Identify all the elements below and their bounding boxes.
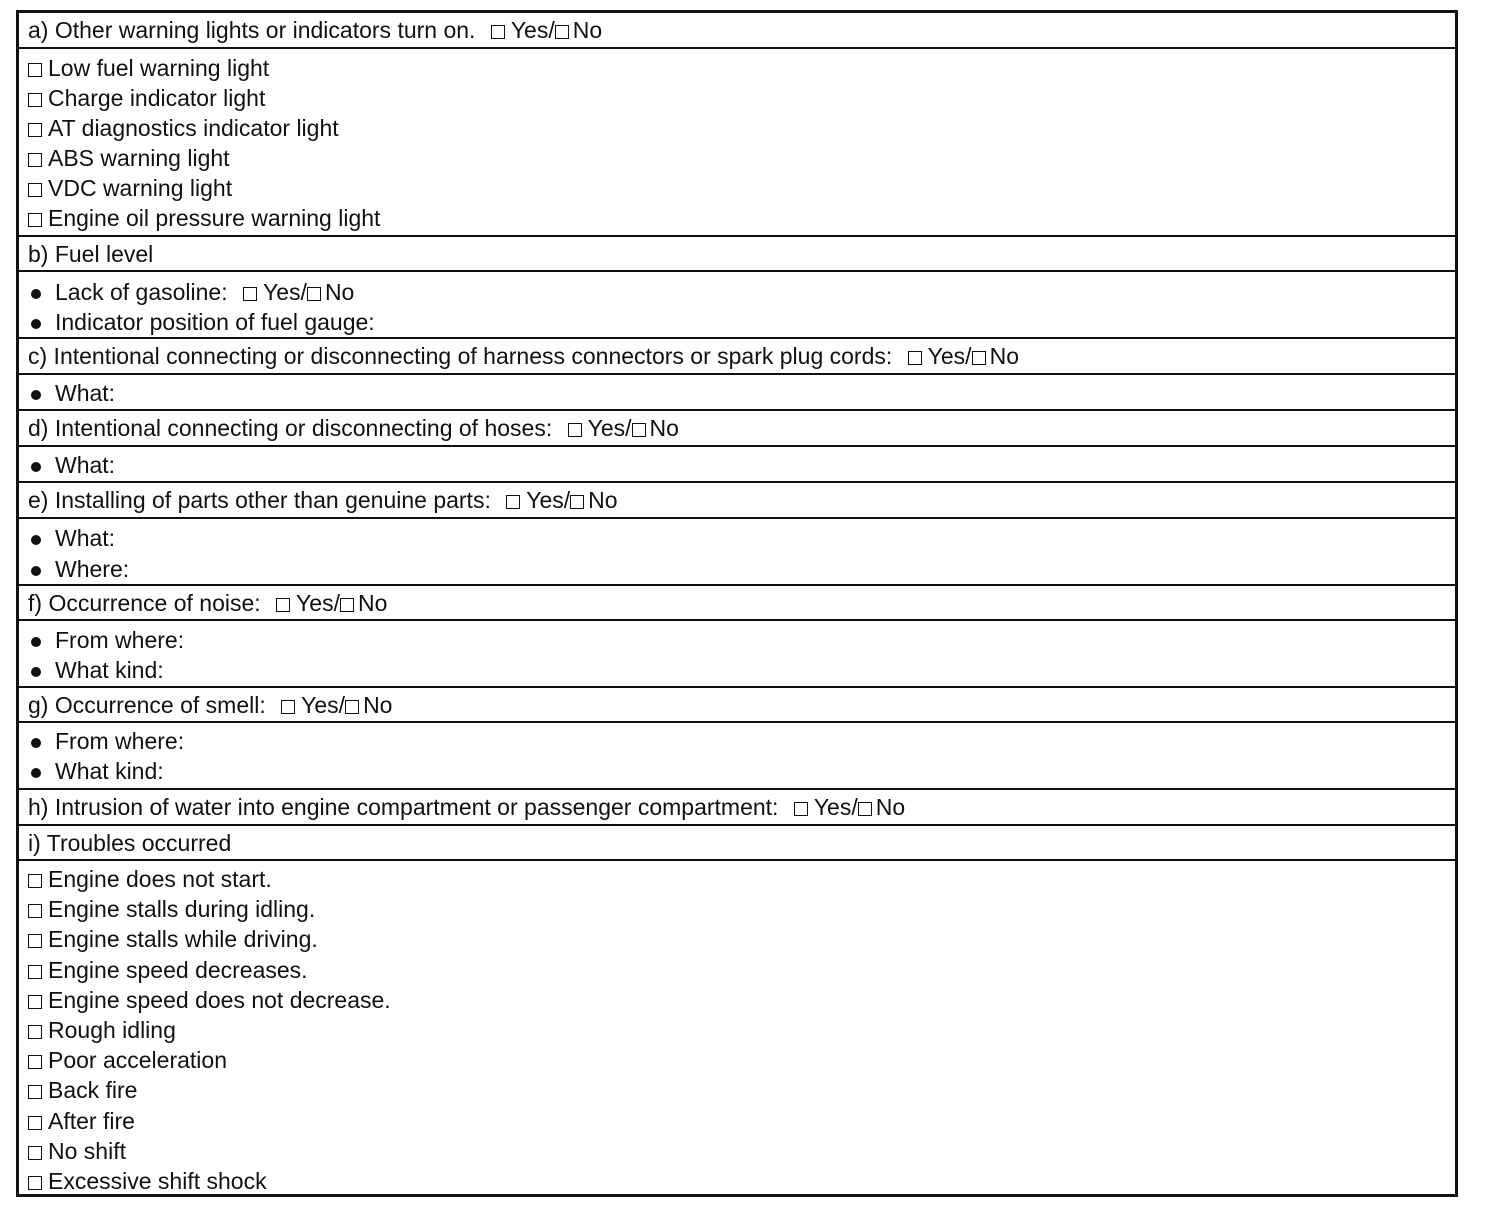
section-b-heading: b) Fuel level	[28, 241, 154, 267]
checkbox[interactable]	[28, 934, 42, 948]
section-f-heading: f) Occurrence of noise:	[28, 590, 261, 616]
section-g-body	[19, 723, 1455, 790]
no-checkbox[interactable]	[570, 495, 584, 509]
bullet-icon	[31, 637, 41, 647]
trouble-item: Rough idling	[48, 1017, 176, 1043]
what-kind-label: What kind:	[55, 758, 164, 784]
no-label: No	[588, 487, 618, 513]
checkbox[interactable]	[28, 965, 42, 979]
yes-label: Yes/	[587, 415, 632, 441]
section-d-header	[19, 411, 1455, 447]
bullet-icon	[31, 768, 41, 778]
section-h-header	[19, 790, 1455, 826]
section-g-header	[19, 688, 1455, 723]
yes-label: Yes/	[301, 692, 346, 718]
section-c-body	[19, 375, 1455, 411]
bullet-icon	[31, 289, 41, 299]
bullet-icon	[31, 667, 41, 677]
section-d-body	[19, 447, 1455, 483]
no-checkbox[interactable]	[345, 700, 359, 714]
yes-label: Yes/	[927, 343, 972, 369]
yes-checkbox[interactable]	[908, 351, 922, 365]
no-label: No	[875, 794, 906, 820]
section-a-body	[19, 49, 1455, 237]
trouble-item: Excessive shift shock	[48, 1168, 267, 1194]
trouble-item: Engine stalls while driving.	[48, 926, 318, 952]
checkbox[interactable]	[28, 874, 42, 888]
section-g-heading: g) Occurrence of smell:	[28, 692, 266, 718]
warning-light-item: VDC warning light	[48, 175, 233, 201]
checkbox[interactable]	[28, 153, 42, 167]
trouble-item: Poor acceleration	[48, 1047, 227, 1073]
checkbox[interactable]	[28, 1055, 42, 1069]
section-f-header	[19, 586, 1455, 621]
lack-of-gasoline-label: Lack of gasoline:	[55, 279, 228, 305]
warning-light-item: ABS warning light	[48, 145, 230, 171]
bullet-icon	[31, 566, 41, 576]
trouble-item: Engine stalls during idling.	[48, 896, 316, 922]
trouble-item: Back fire	[48, 1077, 138, 1103]
yes-checkbox[interactable]	[794, 802, 808, 816]
checkbox[interactable]	[28, 1085, 42, 1099]
no-label: No	[363, 692, 393, 718]
checkbox[interactable]	[28, 93, 42, 107]
section-e-body	[19, 519, 1455, 586]
trouble-item: After fire	[48, 1108, 135, 1134]
what-kind-label: What kind:	[55, 657, 164, 683]
no-checkbox[interactable]	[307, 287, 321, 301]
no-checkbox[interactable]	[972, 351, 986, 365]
checkbox[interactable]	[28, 63, 42, 77]
checkbox[interactable]	[28, 123, 42, 137]
yes-label: Yes/	[526, 487, 571, 513]
section-a-header	[19, 13, 1455, 49]
no-label: No	[572, 17, 603, 43]
yes-checkbox[interactable]	[491, 25, 505, 39]
trouble-item: Engine speed does not decrease.	[48, 987, 391, 1013]
yes-label: Yes/	[813, 794, 858, 820]
checkbox[interactable]	[28, 1146, 42, 1160]
fuel-gauge-position-label: Indicator position of fuel gauge:	[55, 309, 375, 335]
warning-light-item: Low fuel warning light	[48, 55, 270, 81]
warning-light-item: Engine oil pressure warning light	[48, 205, 381, 231]
trouble-item: Engine does not start.	[48, 866, 272, 892]
yes-checkbox[interactable]	[506, 495, 520, 509]
bullet-icon	[31, 319, 41, 329]
no-label: No	[324, 279, 355, 305]
yes-label: Yes/	[510, 17, 555, 43]
checkbox[interactable]	[28, 183, 42, 197]
checkbox[interactable]	[28, 1116, 42, 1130]
section-i-heading: i) Troubles occurred	[28, 830, 232, 856]
questionnaire-form	[16, 10, 1458, 1197]
warning-light-item: Charge indicator light	[48, 85, 266, 111]
bullet-icon	[31, 535, 41, 545]
checkbox[interactable]	[28, 1176, 42, 1190]
what-label: What:	[55, 452, 116, 478]
from-where-label: From where:	[55, 627, 185, 653]
bullet-icon	[31, 738, 41, 748]
section-i-header	[19, 826, 1455, 861]
no-checkbox[interactable]	[632, 423, 646, 437]
section-i-body	[19, 861, 1455, 1194]
no-checkbox[interactable]	[555, 25, 569, 39]
section-b-body	[19, 272, 1455, 339]
yes-checkbox[interactable]	[276, 598, 290, 612]
bullet-icon	[31, 462, 41, 472]
what-label: What:	[55, 380, 116, 406]
from-where-label: From where:	[55, 728, 185, 754]
checkbox[interactable]	[28, 1025, 42, 1039]
yes-checkbox[interactable]	[281, 700, 295, 714]
warning-light-item: AT diagnostics indicator light	[48, 115, 339, 141]
section-a-heading: a) Other warning lights or indicators turn on.	[28, 17, 476, 43]
no-checkbox[interactable]	[340, 598, 354, 612]
section-c-header	[19, 339, 1455, 375]
trouble-item: No shift	[48, 1138, 126, 1164]
section-e-header	[19, 483, 1455, 519]
bullet-icon	[31, 390, 41, 400]
section-e-heading: e) Installing of parts other than genuine parts:	[28, 487, 491, 513]
trouble-item: Engine speed decreases.	[48, 957, 308, 983]
no-label: No	[989, 343, 1019, 369]
section-h-heading: h) Intrusion of water into engine compartment or passenger compartment:	[28, 794, 779, 820]
yes-label: Yes/	[263, 279, 307, 305]
no-label: No	[649, 415, 679, 441]
yes-label: Yes/	[296, 590, 340, 616]
checkbox[interactable]	[28, 995, 42, 1009]
section-c-heading: c) Intentional connecting or disconnecting of harness connectors or spark plug cords:	[28, 343, 893, 369]
no-label: No	[357, 590, 388, 616]
yes-checkbox[interactable]	[568, 423, 582, 437]
section-d-heading: d) Intentional connecting or disconnecting of hoses:	[28, 415, 553, 441]
yes-checkbox[interactable]	[243, 287, 257, 301]
checkbox[interactable]	[28, 904, 42, 918]
section-f-body	[19, 621, 1455, 688]
no-checkbox[interactable]	[858, 802, 872, 816]
where-label: Where:	[55, 556, 130, 582]
what-label: What:	[55, 525, 116, 551]
section-b-header	[19, 237, 1455, 272]
checkbox[interactable]	[28, 213, 42, 227]
